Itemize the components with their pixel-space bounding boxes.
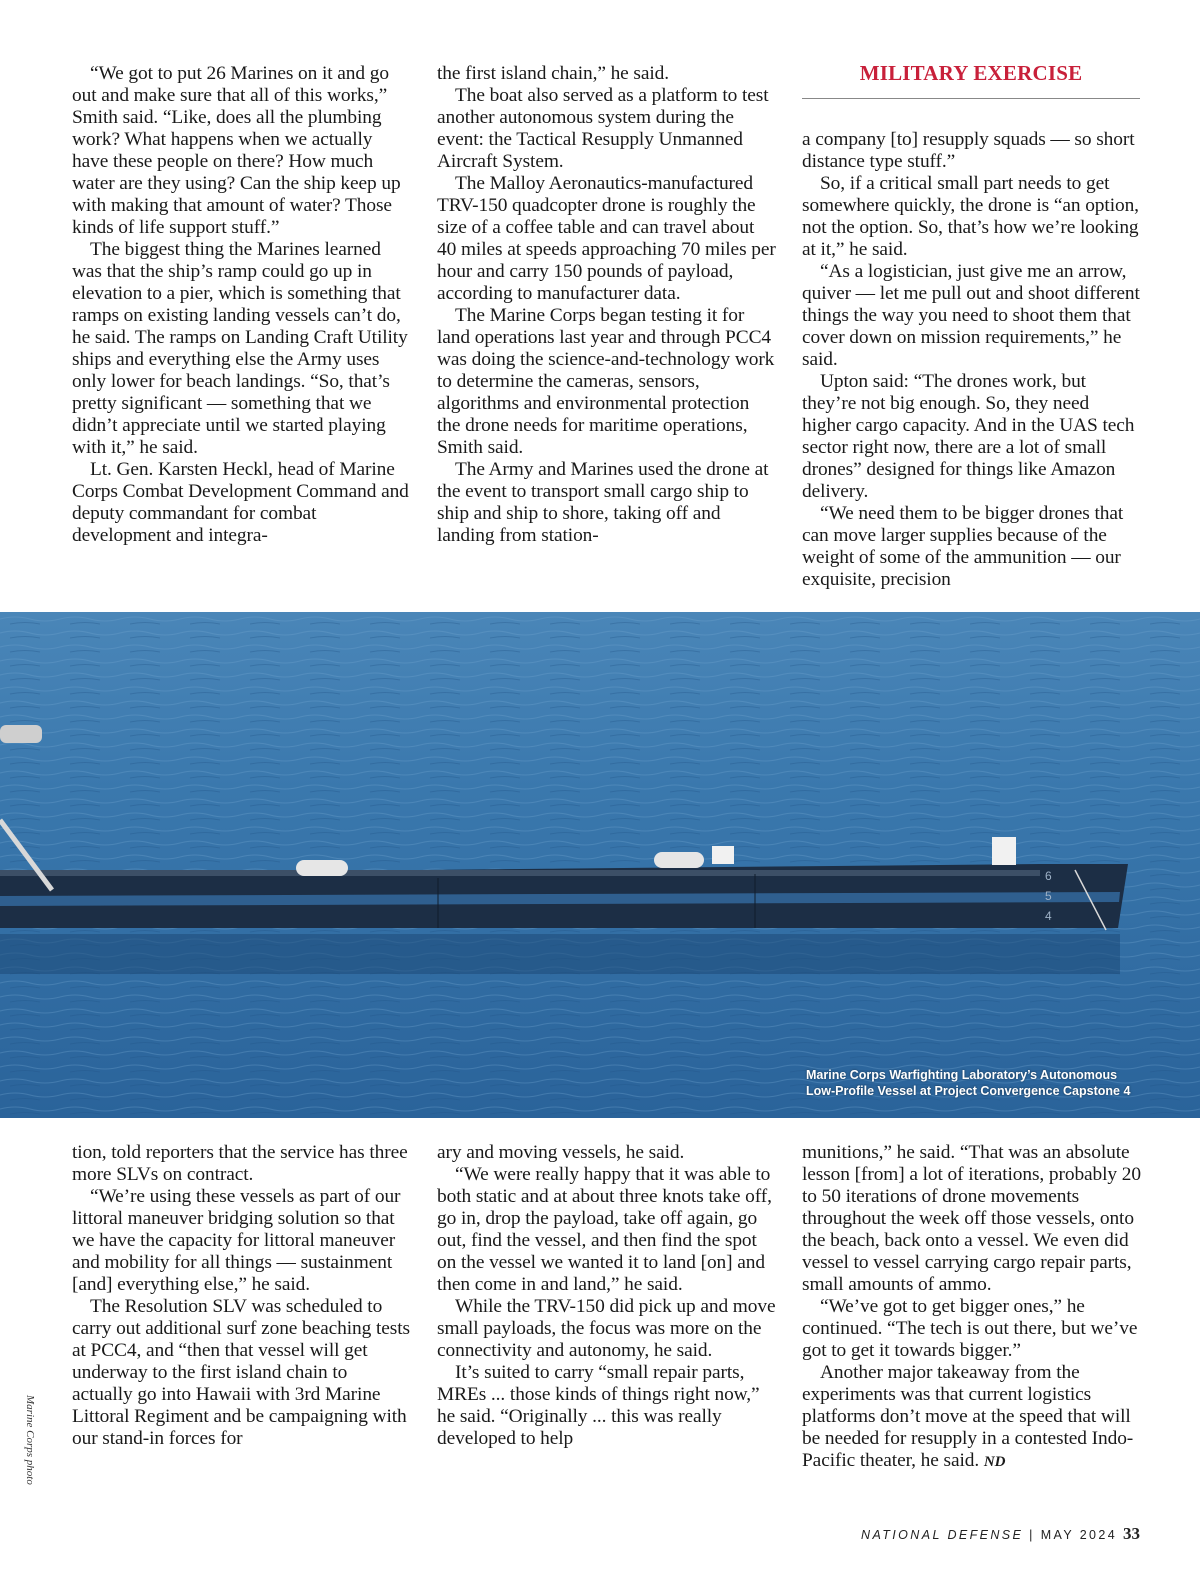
paragraph bbox=[802, 1362, 1142, 1473]
photo-caption bbox=[806, 1067, 1196, 1099]
paragraph: So, if a critical small part needs to get somewhere quickly, the drone is “an option, not the option. So, that’s how we’re looking at it,” he said. bbox=[802, 173, 1139, 260]
paragraph: a company [to] resupply squads — so short distance type stuff.” bbox=[802, 129, 1135, 172]
paragraph: tion, told reporters that the service has three more SLVs on contract. bbox=[72, 1142, 408, 1185]
section-divider bbox=[802, 98, 1140, 99]
paragraph: munitions,” he said. “That was an absolute lesson [from] a lot of iterations, probably 20 to 50 iterations of drone movements throughout the week off those vessels, onto the beach, back onto a vessel. We even did vessel to vessel carrying cargo repair parts, small amounts of ammo. bbox=[802, 1142, 1141, 1295]
hull-number-4: 4 bbox=[1045, 909, 1052, 923]
paragraph: While the TRV-150 did pick up and move small payloads, the focus was more on the connectivity and autonomy, he said. bbox=[437, 1296, 776, 1361]
paragraph: The Malloy Aeronautics-manufactured TRV-150 quadcopter drone is roughly the size of a coffee table and can travel about 40 miles at speeds approaching 70 miles per hour and carry 150 pounds of payload, according to manufacturer data. bbox=[437, 173, 776, 304]
paragraph: It’s suited to carry “small repair parts, MREs ... those kinds of things right now,” he said. “Originally ... this was really developed to help bbox=[437, 1362, 760, 1449]
hull-number-6: 6 bbox=[1045, 869, 1052, 883]
photo-credit-text: Marine Corps photo bbox=[24, 1395, 36, 1485]
column-top-right bbox=[802, 129, 1142, 591]
column-bottom-left bbox=[72, 1142, 412, 1450]
paragraph: The Marine Corps began testing it for land operations last year and through PCC4 was doing the science-and-technology work to determine the cameras, sensors, algorithms and environmental protection the drone needs for maritime operations, Smith said. bbox=[437, 305, 775, 458]
column-bottom-right bbox=[802, 1142, 1142, 1473]
paragraph: ary and moving vessels, he said. bbox=[437, 1142, 685, 1163]
publication-name: NATIONAL DEFENSE bbox=[861, 1528, 1024, 1542]
photo-credit bbox=[22, 1395, 42, 1485]
column-top-middle bbox=[437, 63, 777, 547]
column-top-left bbox=[72, 63, 412, 547]
vessel-photo bbox=[0, 612, 1200, 1118]
paragraph: “We’ve got to get bigger ones,” he continued. “The tech is out there, but we’ve got to get it towards bigger.” bbox=[802, 1296, 1138, 1361]
paragraph: the first island chain,” he said. bbox=[437, 63, 670, 84]
hull-number-5: 5 bbox=[1045, 889, 1052, 903]
footer-separator: | bbox=[1029, 1528, 1035, 1542]
paragraph: Upton said: “The drones work, but they’re not big enough. So, they need higher cargo capacity. And in the UAS tech sector right now, there are a lot of small drones” designed for things like Amazon delivery. bbox=[802, 371, 1135, 502]
paragraph-text: Another major takeaway from the experiments was that current logistics platforms don’t move at the speed that will be needed for resupply in a contested Indo-Pacific theater, he said. bbox=[802, 1362, 1134, 1471]
caption-line: Low-Profile Vessel at Project Convergence Capstone 4 bbox=[806, 1084, 1131, 1098]
paragraph: Lt. Gen. Karsten Heckl, head of Marine Corps Combat Development Command and deputy commandant for combat development and integra- bbox=[72, 459, 409, 546]
end-mark: ND bbox=[983, 1454, 1006, 1470]
column-bottom-middle bbox=[437, 1142, 777, 1450]
page-number: 33 bbox=[1123, 1524, 1140, 1543]
paragraph: “We were really happy that it was able to both static and at about three knots take off, go in, drop the payload, take off again, go out, find the vessel, and then find the spot on the vessel we wanted it to land [on] and then come in and land,” he said. bbox=[437, 1164, 772, 1295]
paragraph: “We’re using these vessels as part of our littoral maneuver bridging solution so that we have the capacity for littoral maneuver and mobility for all things — sustainment [and] everything else,” he said. bbox=[72, 1186, 401, 1295]
page-footer bbox=[861, 1524, 1140, 1544]
paragraph: The biggest thing the Marines learned was that the ship’s ramp could go up in elevation to a pier, which is something that ramps on existing landing vessels can’t do, he said. The ramps on Landing Craft Utility ships and everything else the Army uses only lower for beach landings. “So, that’s pretty significant — something that we didn’t appreciate until we started playing with it,” he said. bbox=[72, 239, 408, 458]
paragraph: “We got to put 26 Marines on it and go out and make sure that all of this works,” Smith said. “Like, does all the plumbing work? What happens when we actually have these people on there? How much water are they using? Can the ship keep up with making that amount of water? Those kinds of life support stuff.” bbox=[72, 63, 401, 238]
paragraph: “As a logistician, just give me an arrow, quiver — let me pull out and shoot different things the way you need to shoot them that cover down on mission requirements,” he said. bbox=[802, 261, 1140, 370]
paragraph: The boat also served as a platform to test another autonomous system during the event: the Tactical Resupply Unmanned Aircraft System. bbox=[437, 85, 769, 172]
paragraph: “We need them to be bigger drones that can move larger supplies because of the weight of some of the ammunition — our exquisite, precision bbox=[802, 503, 1124, 590]
caption-line: Marine Corps Warfighting Laboratory’s Autonomous bbox=[806, 1068, 1118, 1082]
paragraph: The Resolution SLV was scheduled to carry out additional surf zone beaching tests at PCC4, and “then that vessel will get underway to the first island chain to actually go into Hawaii with 3rd Marine Littoral Regiment and be campaigning with our stand-in forces for bbox=[72, 1296, 410, 1449]
paragraph: The Army and Marines used the drone at the event to transport small cargo ship to ship and ship to shore, taking off and landing from station- bbox=[437, 459, 769, 546]
issue-date: MAY 2024 bbox=[1040, 1528, 1118, 1542]
section-label: MILITARY EXERCISE bbox=[859, 61, 1083, 85]
